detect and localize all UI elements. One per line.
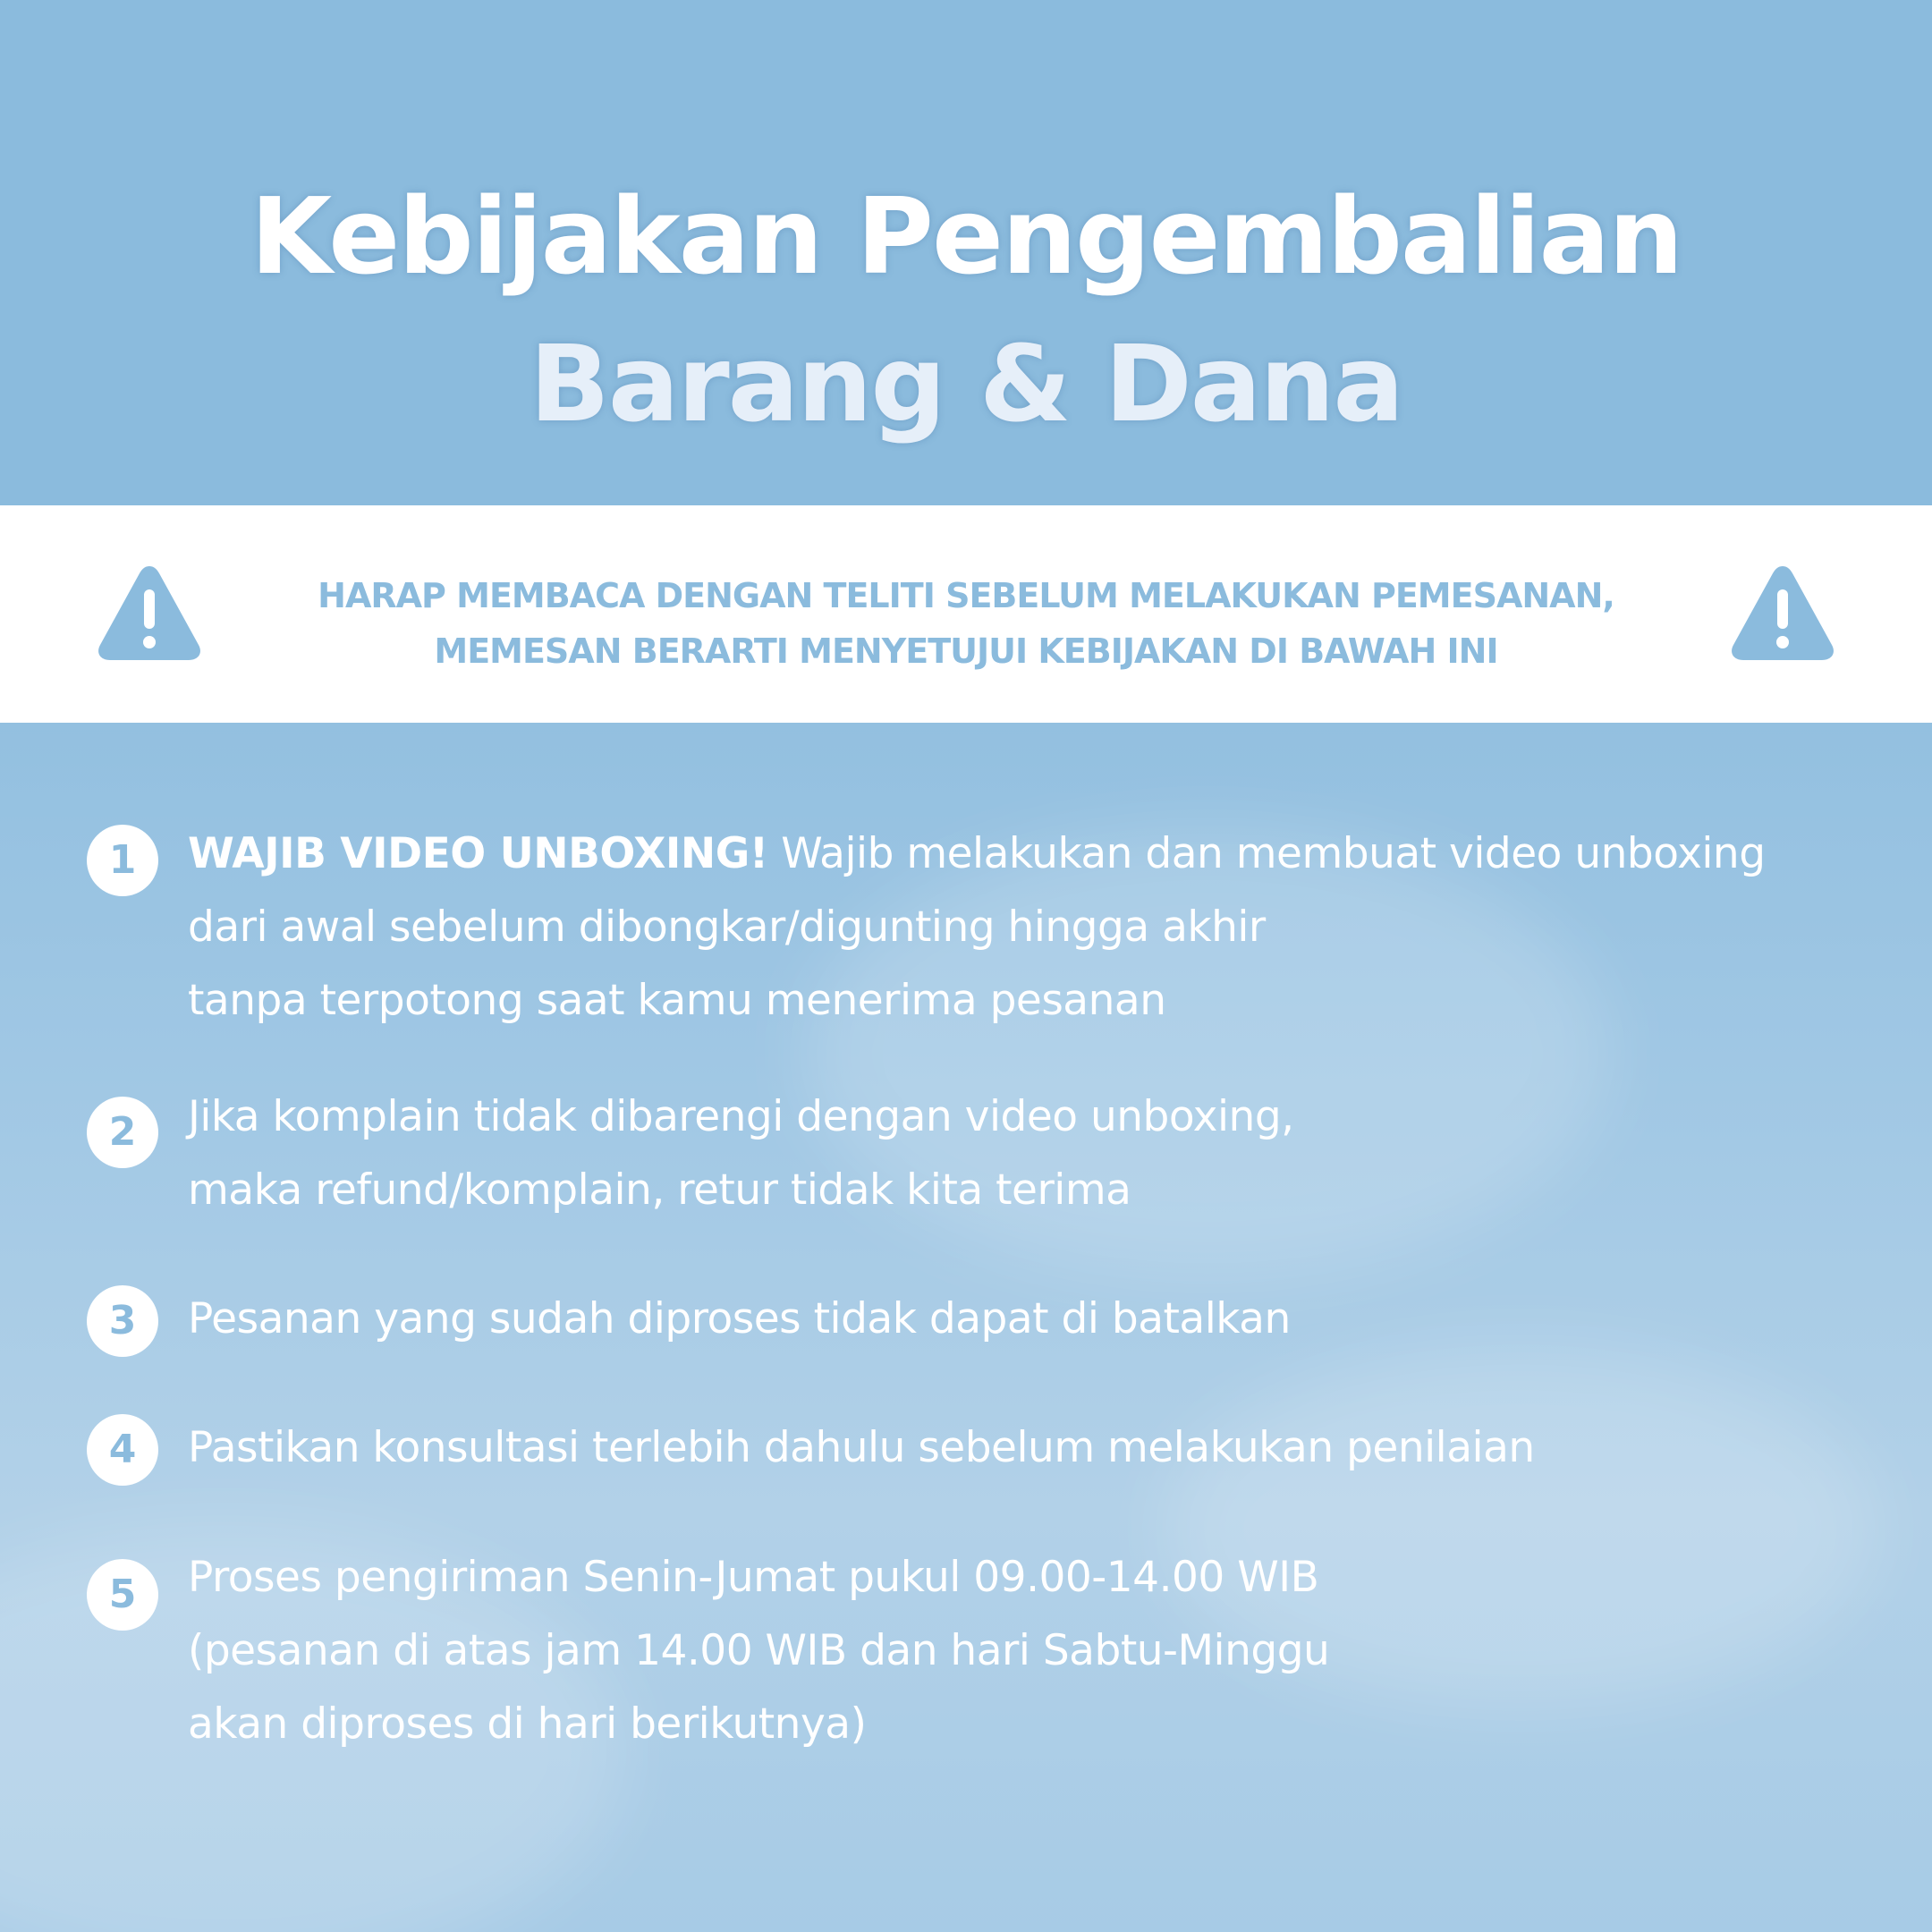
warning-message <box>233 568 1699 679</box>
item-text: Proses pengiriman Senin-Jumat pukul 09.00-14.00 WIB (pesanan di atas jam 14.00 WIB dan hari Sabtu-Minggu akan diproses di hari berikutnya) <box>188 1553 1330 1749</box>
item-number-badge: 2 <box>87 1097 158 1168</box>
item-number-badge: 1 <box>87 825 158 896</box>
policy-list <box>0 723 1932 1932</box>
page-subtitle: Barang & Dana <box>529 322 1403 445</box>
item-text: Pesanan yang sudah diproses tidak dapat di batalkan <box>188 1294 1291 1343</box>
item-number-badge: 5 <box>87 1559 158 1631</box>
page-title: Kebijakan Pengembalian <box>250 174 1682 298</box>
warning-triangle-icon <box>1728 561 1837 664</box>
item-text: Pastikan konsultasi terlebih dahulu sebelum melakukan penilaian <box>188 1423 1535 1472</box>
item-number-badge: 3 <box>87 1285 158 1357</box>
warning-triangle-icon <box>95 561 204 664</box>
item-text: WAJIB VIDEO UNBOXING! Wajib melakukan dan membuat video unboxing dari awal sebelum dibongkar/digunting hingga akhir tanpa terpotong saat kamu menerima pesanan <box>188 829 1766 1025</box>
item-highlight: WAJIB VIDEO UNBOXING! <box>188 829 768 878</box>
warning-line-2: MEMESAN BERARTI MENYETUJUI KEBIJAKAN DI BAWAH INI <box>434 631 1498 671</box>
warning-banner <box>0 505 1932 723</box>
warning-line-1: HARAP MEMBACA DENGAN TELITI SEBELUM MELAKUKAN PEMESANAN, <box>318 576 1614 615</box>
item-text: Jika komplain tidak dibarengi dengan video unboxing, maka refund/komplain, retur tidak kita terima <box>188 1092 1294 1215</box>
header <box>0 0 1932 505</box>
item-number-badge: 4 <box>87 1414 158 1486</box>
